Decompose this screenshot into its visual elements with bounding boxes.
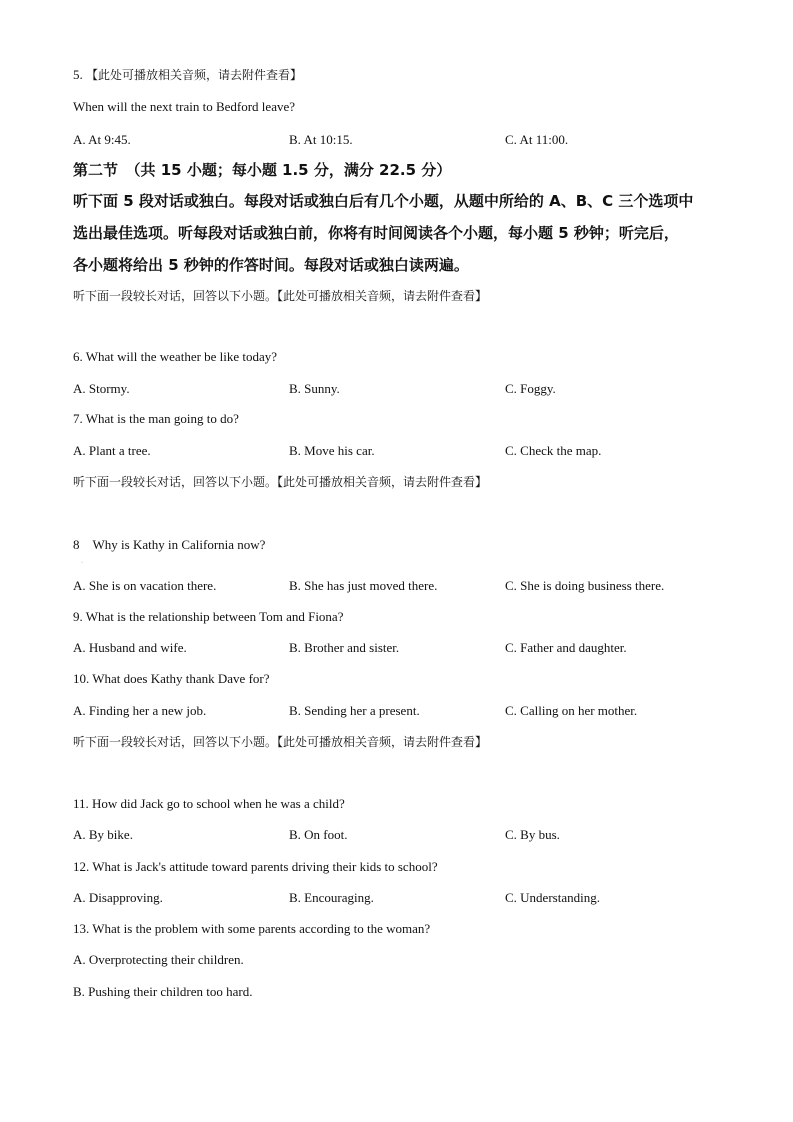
q5-question: When will the next train to Bedford leave? (73, 99, 296, 114)
q6-question: 6. What will the weather be like today? (73, 349, 278, 364)
q11-option-a: A. By bike. (73, 827, 133, 842)
q5-header (73, 66, 302, 84)
q5-number: 5. (73, 67, 83, 82)
q12-option-a: A. Disapproving. (73, 890, 163, 905)
q6-option-c: C. Foggy. (505, 381, 556, 396)
q7-option-a: A. Plant a tree. (73, 443, 151, 458)
q7-option-c: C. Check the map. (505, 443, 602, 458)
q7-option-b: B. Move his car. (289, 443, 375, 458)
q10-option-b: B. Sending her a present. (289, 703, 420, 718)
q11-option-c: C. By bus. (505, 827, 560, 842)
stray-dot: · (81, 560, 83, 566)
q13-option-a: A. Overprotecting their children. (73, 952, 244, 967)
q13-question: 13. What is the problem with some parents according to the woman? (73, 921, 431, 936)
q10-option-a: A. Finding her a new job. (73, 703, 207, 718)
q12-question: 12. What is Jack's attitude toward parents driving their kids to school? (73, 859, 438, 874)
q8-option-b: B. She has just moved there. (289, 578, 438, 593)
q13-option-b: B. Pushing their children too hard. (73, 984, 253, 999)
q8-question: 8 Why is Kathy in California now? (73, 537, 266, 552)
dialog2-intro: 听下面一段较长对话，回答以下小题。【此处可播放相关音频，请去附件查看】 (73, 475, 488, 489)
dialog1-intro: 听下面一段较长对话，回答以下小题。【此处可播放相关音频，请去附件查看】 (73, 289, 488, 303)
q12-option-c: C. Understanding. (505, 890, 600, 905)
q5-audio-note: 【此处可播放相关音频，请去附件查看】 (86, 68, 303, 82)
q6-option-a: A. Stormy. (73, 381, 130, 396)
dialog3-intro: 听下面一段较长对话，回答以下小题。【此处可播放相关音频，请去附件查看】 (73, 735, 488, 749)
q11-option-b: B. On foot. (289, 827, 348, 842)
q9-option-a: A. Husband and wife. (73, 640, 187, 655)
q5-option-a: A. At 9:45. (73, 132, 131, 147)
q7-question: 7. What is the man going to do? (73, 411, 239, 426)
q9-option-b: B. Brother and sister. (289, 640, 400, 655)
q8-option-a: A. She is on vacation there. (73, 578, 217, 593)
q8-option-c: C. She is doing business there. (505, 578, 665, 593)
q6-option-b: B. Sunny. (289, 381, 340, 396)
q10-question: 10. What does Kathy thank Dave for? (73, 671, 270, 686)
q11-question: 11. How did Jack go to school when he was a child? (73, 796, 345, 811)
q5-option-c: C. At 11:00. (505, 132, 569, 147)
q9-option-c: C. Father and daughter. (505, 640, 627, 655)
q12-option-b: B. Encouraging. (289, 890, 374, 905)
q5-option-b: B. At 10:15. (289, 132, 353, 147)
q9-question: 9. What is the relationship between Tom and Fiona? (73, 609, 344, 624)
section2-instruction-line: 听下面 5 段对话或独白。每段对话或独白后有几个小题，从题中所给的 A、B、C 三个选项中 (73, 192, 694, 210)
q10-option-c: C. Calling on her mother. (505, 703, 638, 718)
section2-instruction-line: 选出最佳选项。听每段对话或独白前，你将有时间阅读各个小题，每小题 5 秒钟；听完后， (73, 224, 679, 242)
section2-heading: 第二节 （共 15 小题；每小题 1.5 分，满分 22.5 分） (73, 161, 452, 179)
section2-instruction-line: 各小题将给出 5 秒钟的作答时间。每段对话或独白读两遍。 (73, 256, 469, 274)
